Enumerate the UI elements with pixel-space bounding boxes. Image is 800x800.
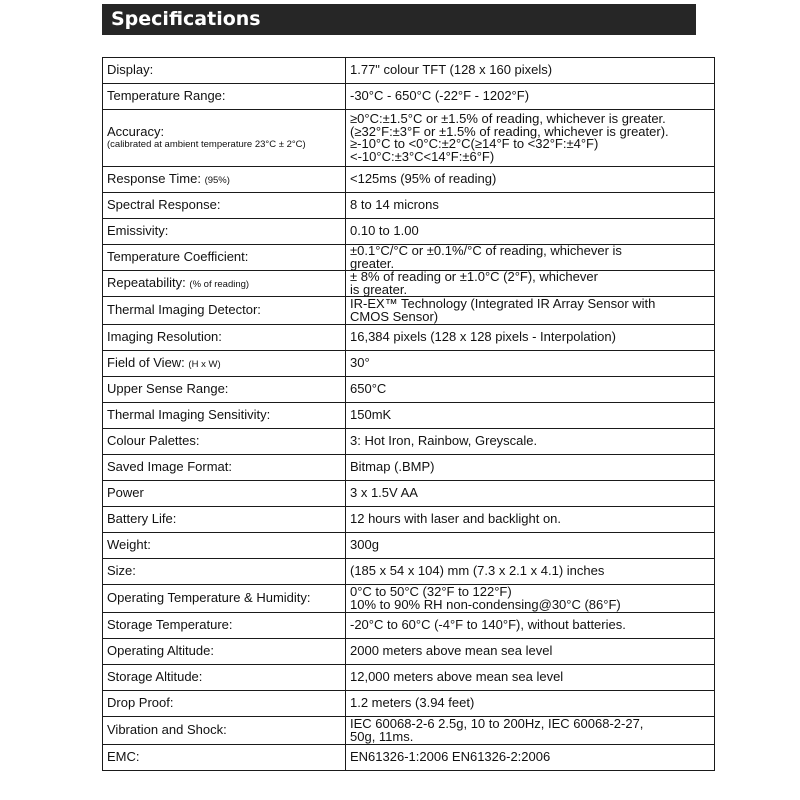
- spec-value-line: 30°: [350, 355, 370, 371]
- spec-label: Weight:: [107, 537, 151, 553]
- spec-value-cell: [346, 58, 715, 84]
- spec-label-cell: [103, 193, 346, 219]
- spec-value-line: <-10°C:±3°C<14°F:±6°F): [350, 148, 495, 164]
- spec-value-cell: [346, 377, 715, 403]
- spec-value-cell: [346, 193, 715, 219]
- spec-value-line: greater.: [350, 255, 395, 271]
- section-header: [102, 4, 696, 35]
- spec-label: Upper Sense Range:: [107, 381, 229, 397]
- spec-row: [103, 745, 715, 771]
- spec-label-cell: [103, 245, 346, 271]
- spec-label-cell: [103, 455, 346, 481]
- spec-label: Vibration and Shock:: [107, 722, 227, 738]
- spec-value-cell: [346, 533, 715, 559]
- spec-value-line: 0°C to 50°C (32°F to 122°F): [350, 584, 512, 599]
- spec-value-cell: [346, 403, 715, 429]
- spec-label-note: (calibrated at ambient temperature 23°C ± 2°C): [107, 138, 306, 150]
- spec-label-cell: [103, 745, 346, 771]
- spec-label-cell: [103, 559, 346, 585]
- spec-value-line: is greater.: [350, 281, 408, 297]
- spec-value-cell: [346, 507, 715, 533]
- spec-value-cell: [346, 559, 715, 585]
- spec-value-cell: [346, 219, 715, 245]
- spec-row: [103, 110, 715, 167]
- spec-value-cell: [346, 717, 715, 745]
- spec-row: [103, 665, 715, 691]
- spec-value-line: ±0.1°C/°C or ±0.1%/°C of reading, whichever is: [350, 244, 622, 258]
- spec-row: [103, 455, 715, 481]
- spec-row: [103, 481, 715, 507]
- spec-label-cell: [103, 271, 346, 297]
- spec-row: [103, 325, 715, 351]
- spec-label: Imaging Resolution:: [107, 329, 222, 345]
- spec-value-cell: [346, 167, 715, 193]
- spec-row: [103, 639, 715, 665]
- spec-label: Storage Altitude:: [107, 669, 203, 685]
- spec-value-line: (185 x 54 x 104) mm (7.3 x 2.1 x 4.1) inches: [350, 563, 605, 579]
- spec-label-cell: [103, 403, 346, 429]
- spec-label: Thermal Imaging Sensitivity:: [107, 407, 271, 423]
- spec-value-cell: [346, 639, 715, 665]
- spec-label-cell: [103, 585, 346, 613]
- spec-label-cell: [103, 84, 346, 110]
- spec-row: [103, 193, 715, 219]
- specifications-table-body: [103, 58, 715, 771]
- spec-label: Thermal Imaging Detector:: [107, 302, 261, 318]
- spec-label-cell: [103, 351, 346, 377]
- spec-label-cell: [103, 377, 346, 403]
- spec-row: [103, 377, 715, 403]
- spec-value-line: ≥0°C:±1.5°C or ±1.5% of reading, whichever is greater.: [350, 111, 666, 126]
- spec-value-line: -20°C to 60°C (-4°F to 140°F), without batteries.: [350, 617, 626, 633]
- spec-row: [103, 429, 715, 455]
- spec-value-line: ≥-10°C to <0°C:±2°C(≥14°F to <32°F:±4°F): [350, 136, 599, 151]
- spec-row: [103, 533, 715, 559]
- spec-value-line: 3 x 1.5V AA: [350, 485, 418, 501]
- spec-value-line: 300g: [350, 537, 379, 553]
- spec-value-cell: [346, 351, 715, 377]
- spec-label: Temperature Range:: [107, 88, 226, 104]
- spec-label: Accuracy:: [107, 124, 165, 140]
- spec-label-note: (H x W): [188, 359, 221, 370]
- spec-value-line: 650°C: [350, 381, 387, 397]
- spec-row: [103, 507, 715, 533]
- spec-value-line: 1.77" colour TFT (128 x 160 pixels): [350, 62, 553, 78]
- spec-value-cell: [346, 585, 715, 613]
- spec-label: Storage Temperature:: [107, 617, 233, 633]
- spec-value-line: 12 hours with laser and backlight on.: [350, 511, 562, 527]
- spec-value-line: EN61326-1:2006 EN61326-2:2006: [350, 749, 551, 765]
- spec-label-cell: [103, 481, 346, 507]
- spec-row: [103, 271, 715, 297]
- spec-label-cell: [103, 219, 346, 245]
- spec-label-cell: [103, 665, 346, 691]
- spec-value-line: 8 to 14 microns: [350, 197, 439, 213]
- spec-label-cell: [103, 167, 346, 193]
- spec-label: Size:: [107, 563, 136, 579]
- spec-row: [103, 403, 715, 429]
- spec-value-cell: [346, 84, 715, 110]
- spec-value-line: IEC 60068-2-6 2.5g, 10 to 200Hz, IEC 60068-2-27,: [350, 716, 644, 731]
- spec-value-cell: [346, 325, 715, 351]
- spec-value-line: Bitmap (.BMP): [350, 459, 435, 475]
- spec-label-cell: [103, 639, 346, 665]
- spec-value-line: 10% to 90% RH non-condensing@30°C (86°F): [350, 596, 621, 612]
- spec-row: [103, 84, 715, 110]
- spec-label: Battery Life:: [107, 511, 177, 527]
- spec-label: Drop Proof:: [107, 695, 174, 711]
- section-title: Specifications: [111, 8, 261, 30]
- spec-value-line: 12,000 meters above mean sea level: [350, 669, 564, 685]
- spec-value-line: 0.10 to 1.00: [350, 223, 419, 239]
- spec-row: [103, 613, 715, 639]
- spec-row: [103, 585, 715, 613]
- spec-value-cell: [346, 665, 715, 691]
- spec-value-cell: [346, 613, 715, 639]
- spec-label-cell: [103, 325, 346, 351]
- spec-row: [103, 219, 715, 245]
- spec-value-cell: [346, 429, 715, 455]
- spec-value-line: -30°C - 650°C (-22°F - 1202°F): [350, 88, 530, 104]
- spec-value-line: 150mK: [350, 407, 392, 423]
- spec-label-cell: [103, 613, 346, 639]
- spec-label: Repeatability:: [107, 275, 186, 290]
- specifications-table: [102, 57, 715, 771]
- spec-row: [103, 559, 715, 585]
- spec-value-cell: [346, 271, 715, 297]
- spec-label: Power: [107, 485, 144, 501]
- spec-value-cell: [346, 691, 715, 717]
- spec-value-cell: [346, 110, 715, 167]
- spec-label-cell: [103, 297, 346, 325]
- spec-label-note: (% of reading): [189, 279, 250, 290]
- spec-label-cell: [103, 691, 346, 717]
- spec-value-line: (≥32°F:±3°F or ±1.5% of reading, whichever is greater).: [350, 123, 669, 139]
- spec-label: Operating Temperature & Humidity:: [107, 590, 311, 606]
- spec-value-line: ± 8% of reading or ±1.0°C (2°F), whichever: [350, 270, 598, 284]
- spec-value-cell: [346, 245, 715, 271]
- spec-label-note: (95%): [204, 175, 230, 186]
- spec-label-cell: [103, 58, 346, 84]
- spec-label-cell: [103, 429, 346, 455]
- spec-label: Spectral Response:: [107, 197, 221, 213]
- spec-label: Field of View:: [107, 355, 185, 370]
- spec-row: [103, 297, 715, 325]
- spec-value-line: <125ms (95% of reading): [350, 171, 497, 187]
- spec-value-line: IR-EX™ Technology (Integrated IR Array Sensor with: [350, 296, 656, 311]
- spec-row: [103, 167, 715, 193]
- spec-value-line: 50g, 11ms.: [350, 728, 414, 744]
- spec-value-line: 2000 meters above mean sea level: [350, 643, 553, 659]
- spec-label: Emissivity:: [107, 223, 169, 239]
- spec-value-cell: [346, 455, 715, 481]
- spec-row: [103, 58, 715, 84]
- spec-label: Operating Altitude:: [107, 643, 214, 659]
- spec-label: Temperature Coefficient:: [107, 249, 249, 265]
- spec-label-cell: [103, 110, 346, 167]
- spec-value-line: CMOS Sensor): [350, 308, 439, 324]
- spec-label: EMC:: [107, 749, 140, 765]
- spec-row: [103, 691, 715, 717]
- spec-value-cell: [346, 745, 715, 771]
- spec-label: Colour Palettes:: [107, 433, 200, 449]
- spec-value-line: 16,384 pixels (128 x 128 pixels - Interpolation): [350, 329, 616, 345]
- spec-value-line: 1.2 meters (3.94 feet): [350, 695, 475, 711]
- spec-label: Saved Image Format:: [107, 459, 232, 475]
- spec-label-cell: [103, 533, 346, 559]
- spec-row: [103, 351, 715, 377]
- spec-row: [103, 245, 715, 271]
- spec-label: Response Time:: [107, 171, 201, 186]
- spec-value-line: 3: Hot Iron, Rainbow, Greyscale.: [350, 433, 538, 449]
- spec-label: Display:: [107, 62, 154, 78]
- spec-value-cell: [346, 481, 715, 507]
- spec-label-cell: [103, 507, 346, 533]
- spec-row: [103, 717, 715, 745]
- spec-label-cell: [103, 717, 346, 745]
- spec-value-cell: [346, 297, 715, 325]
